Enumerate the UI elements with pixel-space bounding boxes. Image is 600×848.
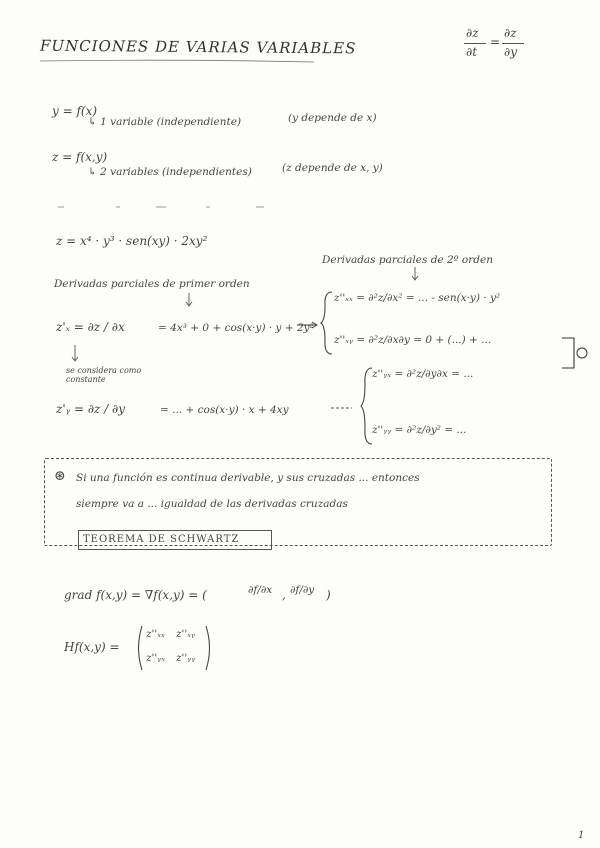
zyy: z''ᵧᵧ = ∂²z/∂y² = ... bbox=[372, 424, 467, 436]
gradient-d2: ∂f/∂y bbox=[290, 584, 315, 596]
two-var-eq: z = f(x,y) bbox=[52, 150, 108, 164]
box-text-line1: Si una función es continua derivable, y sus cruzadas ... entonces bbox=[76, 472, 420, 484]
second-order-label: Derivadas parciales de 2º orden bbox=[322, 254, 493, 266]
cross-bracket bbox=[560, 334, 590, 374]
zxy: z''ₓᵧ = ∂²z/∂x∂y = 0 + (...) + ... bbox=[334, 334, 492, 346]
hessian-lhs: Hf(x,y) = bbox=[64, 640, 120, 654]
corner-num2: ∂z bbox=[504, 26, 517, 40]
star-icon: ⊛ bbox=[54, 468, 66, 484]
hessian-right-paren bbox=[204, 624, 214, 672]
zy-rhs: = ... + cos(x·y) · x + 4xy bbox=[160, 404, 289, 416]
brace-upper bbox=[320, 290, 334, 356]
gradient-d1: ∂f/∂x bbox=[248, 584, 273, 596]
hessian-21: z''ᵧₓ bbox=[146, 652, 165, 664]
hessian-11: z''ₓₓ bbox=[146, 628, 165, 640]
corner-den: ∂t bbox=[466, 45, 478, 59]
faint-marks bbox=[56, 204, 316, 210]
two-var-note1: ↳ 2 variables (independientes) bbox=[88, 166, 252, 178]
box-text-line2: siempre va a ... igualdad de las derivadas cruzadas bbox=[76, 498, 348, 510]
zx-note: se considera como constante bbox=[66, 366, 142, 384]
corner-fraction: ∂z ∂t = ∂z ∂y bbox=[462, 26, 522, 66]
zy-lhs: z'ᵧ = ∂z / ∂y bbox=[56, 402, 126, 416]
page-title: FUNCIONES DE VARIAS VARIABLES bbox=[39, 36, 357, 58]
one-var-note2: (y depende de x) bbox=[288, 112, 377, 124]
hessian-left-paren bbox=[134, 624, 144, 672]
zx-down-arrow bbox=[70, 344, 80, 364]
zxx: z''ₓₓ = ∂²z/∂x² = ... - sen(x·y) · y² bbox=[334, 292, 501, 304]
first-order-label: Derivadas parciales de primer orden bbox=[54, 278, 250, 290]
zx-rhs: = 4x³ + 0 + cos(x·y) · y + 2y² bbox=[158, 322, 314, 334]
one-var-eq: y = f(x) bbox=[52, 104, 98, 118]
hessian-12: z''ₓᵧ bbox=[176, 628, 195, 640]
second-order-arrow bbox=[410, 266, 420, 282]
zx-arrow bbox=[296, 320, 320, 330]
first-order-arrow bbox=[184, 292, 194, 308]
page-number: 1 bbox=[578, 830, 585, 841]
gradient-lhs: grad f(x,y) = ∇f(x,y) = ( bbox=[64, 588, 207, 602]
notes-page: FUNCIONES DE VARIAS VARIABLES ∂z ∂t = ∂z ∂y y = f(x) ↳ 1 variable (independiente) (y depende de x) z = f(x,y) ↳ 2 variables (independientes) (z depende de x, y) z = x⁴ · y³ · sen(xy) · 2xy² Derivadas parciales de 2º orden Derivadas parciales de primer orden z'ₓ = ∂z / ∂x = 4x³ + 0 + cos(x·y) · y + 2y² se considera como constante z'ᵧ = ∂z / ∂y = ... + cos(x·y) · x + 4xy z''ₓₓ = ∂²z/∂x² = ... - sen(x·y) · y² z''ₓᵧ = ∂²z/∂x∂y = 0 + (...) + ... z''ᵧₓ = ∂²z/∂y∂x = ... z''ᵧᵧ = ∂²z/∂y² = ... ⊛ Si una función es continua derivable, y sus cruzadas ... entonces siempre va a ... igualdad de las derivadas cruzadas TEOREMA DE SCHWARTZ grad f(x,y) = ∇f(x,y) = ( ∂f/∂x , ∂f/∂y ) Hf(x,y) = z''ₓₓ z''ₓᵧ z''ᵧₓ z''ᵧᵧ 1 bbox=[0, 0, 600, 848]
zx-lhs: z'ₓ = ∂z / ∂x bbox=[56, 320, 125, 334]
example-function: z = x⁴ · y³ · sen(xy) · 2xy² bbox=[56, 234, 208, 248]
corner-num: ∂z bbox=[466, 26, 479, 40]
zyx: z''ᵧₓ = ∂²z/∂y∂x = ... bbox=[372, 368, 474, 380]
corner-den2: ∂y bbox=[504, 45, 517, 59]
title-underline bbox=[38, 58, 318, 64]
hessian-22: z''ᵧᵧ bbox=[176, 652, 196, 664]
one-var-note1: ↳ 1 variable (independiente) bbox=[88, 116, 242, 128]
schwartz-theorem-label: TEOREMA DE SCHWARTZ bbox=[78, 530, 272, 550]
zy-dashes bbox=[330, 404, 360, 412]
two-var-note2: (z depende de x, y) bbox=[282, 162, 383, 174]
